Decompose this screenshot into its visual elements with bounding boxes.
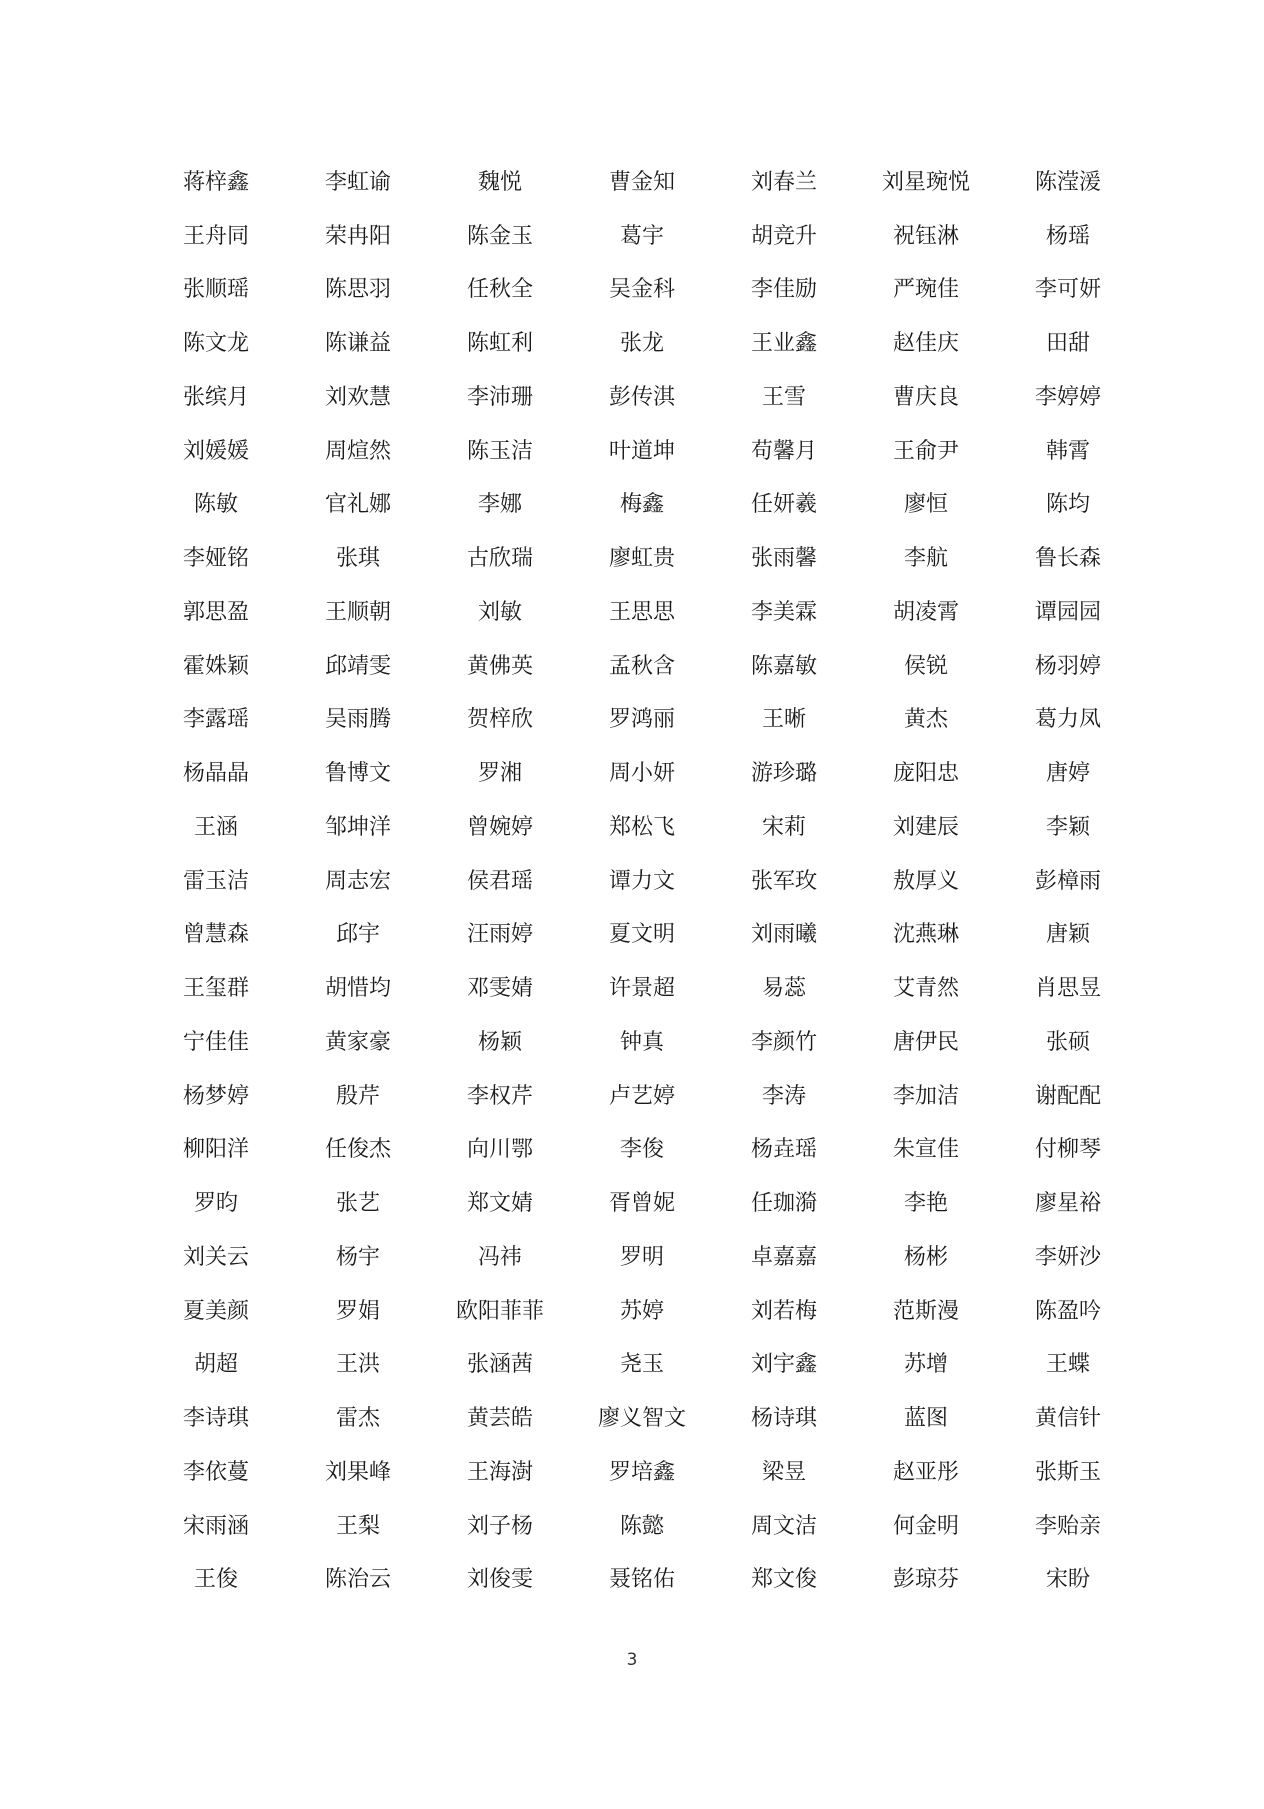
name-entry: 邱宇	[335, 922, 380, 948]
name-entry: 张缤月	[182, 384, 249, 410]
name-entry: 敖厚义	[892, 868, 959, 894]
name-entry: 柳阳洋	[182, 1137, 249, 1163]
name-entry: 杨彬	[903, 1244, 948, 1270]
name-entry: 邹坤洋	[324, 814, 391, 840]
name-entry: 郑文俊	[750, 1567, 817, 1593]
name-entry: 李妍沙	[1034, 1244, 1101, 1270]
name-entry: 刘俊雯	[466, 1567, 533, 1593]
name-entry: 苟馨月	[750, 438, 817, 464]
name-entry: 何金明	[892, 1513, 959, 1539]
name-entry: 李虹谕	[324, 169, 391, 195]
name-entry: 易蕊	[761, 976, 806, 1002]
name-entry: 陈治云	[324, 1567, 391, 1593]
name-entry: 胡凌霄	[892, 599, 959, 625]
name-entry: 吴金科	[608, 277, 675, 303]
name-entry: 沈燕琳	[892, 922, 959, 948]
name-entry: 曾婉婷	[466, 814, 533, 840]
name-entry: 官礼娜	[324, 492, 391, 518]
name-entry: 黄芸皓	[466, 1406, 533, 1432]
name-entry: 梁昱	[761, 1459, 806, 1485]
name-entry: 范斯漫	[892, 1298, 959, 1324]
name-entry: 宋雨涵	[182, 1513, 249, 1539]
name-entry: 邱靖雯	[324, 653, 391, 679]
name-entry: 刘果峰	[324, 1459, 391, 1485]
name-entry: 鲁博文	[324, 761, 391, 787]
name-entry: 陈金玉	[466, 223, 533, 249]
name-entry: 唐婷	[1045, 761, 1090, 787]
name-entry: 陈文龙	[182, 331, 249, 357]
name-entry: 王思思	[608, 599, 675, 625]
name-entry: 艾青然	[892, 976, 959, 1002]
name-entry: 卓嘉嘉	[750, 1244, 817, 1270]
name-entry: 冯祎	[477, 1244, 522, 1270]
name-entry: 王晰	[761, 707, 806, 733]
name-entry: 周志宏	[324, 868, 391, 894]
name-entry: 胥曾妮	[608, 1191, 675, 1217]
name-entry: 李艳	[903, 1191, 948, 1217]
name-entry: 叶道坤	[608, 438, 675, 464]
name-entry: 刘媛媛	[182, 438, 249, 464]
name-entry: 雷玉洁	[182, 868, 249, 894]
name-entry: 肖思昱	[1034, 976, 1101, 1002]
name-entry: 游珍璐	[750, 761, 817, 787]
name-entry: 夏文明	[608, 922, 675, 948]
name-entry: 曹金知	[608, 169, 675, 195]
name-entry: 郭思盈	[182, 599, 249, 625]
name-entry: 黄佛英	[466, 653, 533, 679]
name-entry: 王洪	[335, 1352, 380, 1378]
name-entry: 王涵	[193, 814, 238, 840]
name-entry: 汪雨婷	[466, 922, 533, 948]
name-entry: 张艺	[335, 1191, 380, 1217]
name-entry: 杨宇	[335, 1244, 380, 1270]
name-entry: 刘星琬悦	[881, 169, 970, 195]
name-entry: 赵亚彤	[892, 1459, 959, 1485]
name-entry: 李颜竹	[750, 1029, 817, 1055]
name-entry: 杨羽婷	[1034, 653, 1101, 679]
name-entry: 陈谦益	[324, 331, 391, 357]
name-entry: 王梨	[335, 1513, 380, 1539]
name-entry: 宁佳佳	[182, 1029, 249, 1055]
name-entry: 葛力凤	[1034, 707, 1101, 733]
name-entry: 刘关云	[182, 1244, 249, 1270]
name-entry: 雷杰	[335, 1406, 380, 1432]
name-entry: 邓雯婧	[466, 976, 533, 1002]
name-entry: 廖恒	[903, 492, 948, 518]
name-entry: 唐伊民	[892, 1029, 959, 1055]
name-entry: 梅鑫	[619, 492, 664, 518]
name-entry: 王舟同	[182, 223, 249, 249]
name-entry: 刘若梅	[750, 1298, 817, 1324]
name-entry: 钟真	[619, 1029, 664, 1055]
name-entry: 祝钰淋	[892, 223, 959, 249]
name-entry: 陈盈吟	[1034, 1298, 1101, 1324]
name-entry: 李露瑶	[182, 707, 249, 733]
name-entry: 王业鑫	[750, 331, 817, 357]
name-entry: 刘宇鑫	[750, 1352, 817, 1378]
name-entry: 张琪	[335, 546, 380, 572]
name-entry: 魏悦	[477, 169, 522, 195]
name-entry: 张顺瑶	[182, 277, 249, 303]
name-entry: 李依蔓	[182, 1459, 249, 1485]
name-entry: 杨晶晶	[182, 761, 249, 787]
name-entry: 夏美颜	[182, 1298, 249, 1324]
name-entry: 张硕	[1045, 1029, 1090, 1055]
name-entry: 李娜	[477, 492, 522, 518]
name-entry: 陈均	[1045, 492, 1090, 518]
name-entry: 黄杰	[903, 707, 948, 733]
name-entry: 荣冉阳	[324, 223, 391, 249]
name-entry: 欧阳菲菲	[455, 1298, 544, 1324]
name-entry: 孟秋含	[608, 653, 675, 679]
name-entry: 王俊	[193, 1567, 238, 1593]
name-entry: 黄信针	[1034, 1406, 1101, 1432]
name-entry: 胡惜均	[324, 976, 391, 1002]
name-entry: 吴雨腾	[324, 707, 391, 733]
name-entry: 王顺朝	[324, 599, 391, 625]
name-entry: 王玺群	[182, 976, 249, 1002]
name-entry: 周小妍	[608, 761, 675, 787]
name-entry: 王蝶	[1045, 1352, 1090, 1378]
name-entry: 张斯玉	[1034, 1459, 1101, 1485]
name-entry: 霍姝颖	[182, 653, 249, 679]
name-entry: 严琬佳	[892, 277, 959, 303]
name-entry: 陈虹利	[466, 331, 533, 357]
name-entry: 廖星裕	[1034, 1191, 1101, 1217]
name-entry: 王雪	[761, 384, 806, 410]
name-entry: 杨垚瑶	[750, 1137, 817, 1163]
name-entry: 侯锐	[903, 653, 948, 679]
name-entry: 谭园园	[1034, 599, 1101, 625]
name-entry: 李涛	[761, 1083, 806, 1109]
name-entry: 刘欢慧	[324, 384, 391, 410]
name-entry: 王海澍	[466, 1459, 533, 1485]
name-entry: 苏婷	[619, 1298, 664, 1324]
name-entry: 任秋全	[466, 277, 533, 303]
name-entry: 杨颖	[477, 1029, 522, 1055]
name-entry: 李美霖	[750, 599, 817, 625]
name-entry: 罗湘	[477, 761, 522, 787]
name-entry: 曾慧森	[182, 922, 249, 948]
name-entry: 聂铭佑	[608, 1567, 675, 1593]
name-entry: 彭樟雨	[1034, 868, 1101, 894]
name-entry: 殷芹	[335, 1083, 380, 1109]
name-entry: 廖虹贵	[608, 546, 675, 572]
name-entry: 李加洁	[892, 1083, 959, 1109]
name-entry: 贺梓欣	[466, 707, 533, 733]
name-list-grid	[145, 156, 1141, 1607]
name-entry: 赵佳庆	[892, 331, 959, 357]
name-entry: 谭力文	[608, 868, 675, 894]
name-entry: 罗鸿丽	[608, 707, 675, 733]
name-entry: 曹庆良	[892, 384, 959, 410]
name-entry: 葛宇	[619, 223, 664, 249]
name-entry: 任俊杰	[324, 1137, 391, 1163]
name-entry: 彭琼芬	[892, 1567, 959, 1593]
name-entry: 周文洁	[750, 1513, 817, 1539]
name-entry: 张军玫	[750, 868, 817, 894]
name-entry: 宋盼	[1045, 1567, 1090, 1593]
name-entry: 李俊	[619, 1137, 664, 1163]
name-entry: 唐颖	[1045, 922, 1090, 948]
name-entry: 李可妍	[1034, 277, 1101, 303]
name-entry: 刘春兰	[750, 169, 817, 195]
name-entry: 蒋梓鑫	[182, 169, 249, 195]
name-entry: 侯君瑶	[466, 868, 533, 894]
name-entry: 尧玉	[619, 1352, 664, 1378]
name-entry: 付柳琴	[1034, 1137, 1101, 1163]
name-entry: 李权芹	[466, 1083, 533, 1109]
name-entry: 胡竞升	[750, 223, 817, 249]
name-entry: 宋莉	[761, 814, 806, 840]
name-entry: 卢艺婷	[608, 1083, 675, 1109]
name-entry: 刘子杨	[466, 1513, 533, 1539]
name-entry: 王俞尹	[892, 438, 959, 464]
page-number: 3	[626, 1650, 638, 1670]
name-entry: 罗娟	[335, 1298, 380, 1324]
name-entry: 李佳励	[750, 277, 817, 303]
name-entry: 杨梦婷	[182, 1083, 249, 1109]
name-entry: 朱宣佳	[892, 1137, 959, 1163]
name-entry: 古欣瑞	[466, 546, 533, 572]
name-entry: 李诗琪	[182, 1406, 249, 1432]
name-entry: 刘建辰	[892, 814, 959, 840]
name-entry: 陈嘉敏	[750, 653, 817, 679]
name-entry: 杨诗琪	[750, 1406, 817, 1432]
name-entry: 罗明	[619, 1244, 664, 1270]
name-entry: 陈敏	[193, 492, 238, 518]
name-entry: 许景超	[608, 976, 675, 1002]
name-entry: 张雨馨	[750, 546, 817, 572]
name-entry: 李航	[903, 546, 948, 572]
name-entry: 任妍羲	[750, 492, 817, 518]
name-entry: 韩霄	[1045, 438, 1090, 464]
name-entry: 郑松飞	[608, 814, 675, 840]
name-entry: 李贻亲	[1034, 1513, 1101, 1539]
name-entry: 罗培鑫	[608, 1459, 675, 1485]
name-entry: 田甜	[1045, 331, 1090, 357]
name-entry: 李颖	[1045, 814, 1090, 840]
name-entry: 杨瑶	[1045, 223, 1090, 249]
name-entry: 李娅铭	[182, 546, 249, 572]
name-entry: 任珈漪	[750, 1191, 817, 1217]
name-entry: 张龙	[619, 331, 664, 357]
name-entry: 陈思羽	[324, 277, 391, 303]
name-entry: 彭传淇	[608, 384, 675, 410]
name-entry: 陈懿	[619, 1513, 664, 1539]
name-entry: 向川鄂	[466, 1137, 533, 1163]
name-entry: 刘雨曦	[750, 922, 817, 948]
name-entry: 郑文婧	[466, 1191, 533, 1217]
name-entry: 庞阳忠	[892, 761, 959, 787]
name-entry: 胡超	[193, 1352, 238, 1378]
name-entry: 刘敏	[477, 599, 522, 625]
name-entry: 谢配配	[1034, 1083, 1101, 1109]
name-entry: 黄家豪	[324, 1029, 391, 1055]
name-entry: 张涵茜	[466, 1352, 533, 1378]
name-entry: 李沛珊	[466, 384, 533, 410]
name-entry: 李婷婷	[1034, 384, 1101, 410]
name-entry: 鲁长森	[1034, 546, 1101, 572]
name-entry: 蓝图	[903, 1406, 948, 1432]
name-entry: 廖义智文	[597, 1406, 686, 1432]
name-entry: 周煊然	[324, 438, 391, 464]
name-entry: 苏增	[903, 1352, 948, 1378]
name-entry: 陈玉洁	[466, 438, 533, 464]
name-entry: 陈滢湲	[1034, 169, 1101, 195]
name-entry: 罗昀	[193, 1191, 238, 1217]
